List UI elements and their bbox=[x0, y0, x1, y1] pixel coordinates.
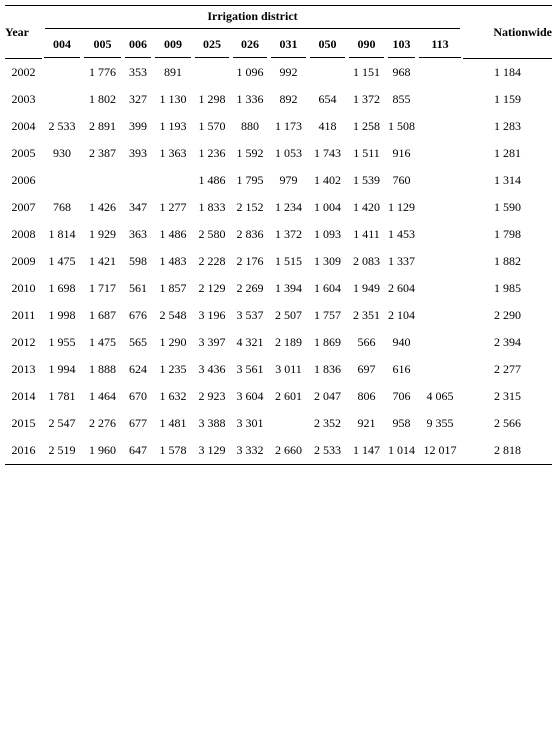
value-cell-004: 1 955 bbox=[48, 335, 76, 349]
value-cell-006: 565 bbox=[129, 335, 147, 349]
value-cell-090: 2 351 bbox=[353, 308, 380, 322]
value-cell-009: 1 481 bbox=[159, 416, 187, 430]
year-cell: 2015 bbox=[11, 416, 36, 430]
value-cell-004 bbox=[42, 59, 82, 86]
value-cell-031: 979 bbox=[279, 173, 298, 187]
nationwide-cell: 1 798 bbox=[494, 227, 521, 241]
value-cell-090: 1 411 bbox=[353, 227, 380, 241]
district-code: 025 bbox=[195, 33, 229, 58]
value-cell-090: 806 bbox=[357, 389, 376, 403]
nationwide-cell: 1 281 bbox=[494, 146, 521, 160]
value-cell-031: 1 394 bbox=[275, 281, 302, 295]
value-cell-113: 12 017 bbox=[417, 437, 463, 465]
table-row bbox=[5, 356, 552, 383]
value-cell-005: 1 960 bbox=[82, 437, 123, 465]
value-cell-005: 1 888 bbox=[89, 362, 116, 376]
value-cell-090: 2 083 bbox=[353, 254, 380, 268]
irrigation-data-table bbox=[5, 5, 552, 465]
value-cell-103: 1 014 bbox=[386, 437, 417, 465]
value-cell-103: 1 508 bbox=[388, 119, 415, 133]
value-cell-050: 1 743 bbox=[314, 146, 341, 160]
value-cell-006: 399 bbox=[129, 119, 147, 133]
value-cell-026: 3 332 bbox=[231, 437, 269, 465]
value-cell-026: 3 604 bbox=[236, 389, 264, 403]
year-cell: 2005 bbox=[11, 146, 36, 160]
nationwide-cell: 2 277 bbox=[494, 362, 521, 376]
value-cell-006: 363 bbox=[129, 227, 147, 241]
nationwide-cell: 1 882 bbox=[494, 254, 521, 268]
value-cell-006: 561 bbox=[129, 281, 147, 295]
value-cell-103: 2 604 bbox=[388, 281, 415, 295]
nationwide-cell: 2 566 bbox=[494, 416, 521, 430]
value-cell-025: 3 129 bbox=[193, 437, 231, 465]
value-cell-026: 1 336 bbox=[236, 92, 264, 106]
value-cell-005: 1 426 bbox=[89, 200, 116, 214]
district-code: 113 bbox=[419, 33, 461, 58]
value-cell-009: 891 bbox=[164, 65, 182, 79]
nationwide-cell: 2 315 bbox=[494, 389, 521, 403]
district-header-113 bbox=[417, 33, 463, 60]
value-cell-025: 3 196 bbox=[198, 308, 226, 322]
value-cell-025: 3 388 bbox=[198, 416, 226, 430]
table-row bbox=[5, 113, 552, 140]
value-cell-025: 2 923 bbox=[198, 389, 226, 403]
value-cell-004: 1 994 bbox=[48, 362, 76, 376]
year-cell: 2016 bbox=[5, 437, 42, 465]
value-cell-031: 1 053 bbox=[275, 146, 302, 160]
value-cell-113 bbox=[417, 275, 463, 302]
value-cell-113: 4 065 bbox=[426, 389, 454, 403]
nationwide-cell: 1 159 bbox=[494, 92, 521, 106]
value-cell-090: 1 147 bbox=[347, 437, 386, 465]
district-code: 031 bbox=[271, 33, 306, 58]
value-cell-006: 347 bbox=[129, 200, 147, 214]
nationwide-cell: 1 184 bbox=[494, 65, 521, 79]
year-cell: 2009 bbox=[11, 254, 36, 268]
value-cell-026: 3 537 bbox=[236, 308, 264, 322]
value-cell-004: 2 547 bbox=[48, 416, 76, 430]
value-cell-050: 1 402 bbox=[314, 173, 341, 187]
value-cell-004: 1 998 bbox=[48, 308, 76, 322]
value-cell-005: 1 802 bbox=[89, 92, 116, 106]
value-cell-113 bbox=[417, 302, 463, 329]
table-row bbox=[5, 248, 552, 275]
value-cell-005: 2 276 bbox=[89, 416, 116, 430]
value-cell-025: 2 580 bbox=[198, 227, 226, 241]
value-cell-050: 1 309 bbox=[314, 254, 341, 268]
value-cell-090: 1 949 bbox=[353, 281, 380, 295]
district-code: 026 bbox=[233, 33, 267, 58]
value-cell-006: 353 bbox=[129, 65, 147, 79]
value-cell-009: 1 277 bbox=[159, 200, 187, 214]
table-row bbox=[5, 437, 552, 465]
district-header-026 bbox=[231, 33, 269, 60]
district-header-031 bbox=[269, 33, 308, 60]
value-cell-103: 855 bbox=[392, 92, 411, 106]
value-cell-004: 768 bbox=[53, 200, 71, 214]
value-cell-113 bbox=[417, 113, 463, 140]
district-header-090 bbox=[347, 33, 386, 60]
value-cell-090: 1 151 bbox=[353, 65, 380, 79]
value-cell-004: 1 781 bbox=[48, 389, 76, 403]
value-cell-103: 616 bbox=[392, 362, 411, 376]
value-cell-050: 2 533 bbox=[308, 437, 347, 465]
table-row bbox=[5, 86, 552, 113]
year-cell: 2010 bbox=[11, 281, 36, 295]
value-cell-103: 1 129 bbox=[388, 200, 415, 214]
year-cell: 2013 bbox=[11, 362, 36, 376]
value-cell-009: 1 130 bbox=[159, 92, 187, 106]
value-cell-103: 760 bbox=[392, 173, 411, 187]
value-cell-113 bbox=[417, 248, 463, 275]
value-cell-090: 1 372 bbox=[353, 92, 380, 106]
year-cell: 2002 bbox=[11, 65, 36, 79]
value-cell-006: 676 bbox=[129, 308, 147, 322]
value-cell-031: 1 372 bbox=[275, 227, 302, 241]
value-cell-004: 2 519 bbox=[42, 437, 82, 465]
nationwide-cell: 1 590 bbox=[494, 200, 521, 214]
value-cell-026: 2 176 bbox=[236, 254, 264, 268]
value-cell-026: 3 301 bbox=[236, 416, 264, 430]
value-cell-009: 1 290 bbox=[159, 335, 187, 349]
value-cell-113 bbox=[417, 140, 463, 167]
value-cell-005: 1 929 bbox=[89, 227, 116, 241]
value-cell-005: 1 464 bbox=[89, 389, 116, 403]
value-cell-004: 1 814 bbox=[48, 227, 76, 241]
table-row bbox=[5, 383, 552, 410]
value-cell-103: 958 bbox=[392, 416, 411, 430]
district-code: 006 bbox=[125, 33, 151, 58]
district-header-103 bbox=[386, 33, 417, 60]
year-cell: 2008 bbox=[11, 227, 36, 241]
year-cell: 2012 bbox=[11, 335, 36, 349]
value-cell-113 bbox=[417, 329, 463, 356]
value-cell-025: 3 397 bbox=[198, 335, 226, 349]
irrigation-district-label: Irrigation district bbox=[45, 9, 460, 29]
value-cell-113 bbox=[417, 59, 463, 86]
value-cell-026: 1 096 bbox=[236, 65, 264, 79]
value-cell-050: 2 047 bbox=[314, 389, 341, 403]
value-cell-009 bbox=[153, 167, 193, 194]
value-cell-009: 1 857 bbox=[159, 281, 187, 295]
value-cell-006: 670 bbox=[129, 389, 147, 403]
value-cell-005: 2 891 bbox=[89, 119, 116, 133]
table-row bbox=[5, 329, 552, 356]
value-cell-005 bbox=[82, 167, 123, 194]
value-cell-005: 1 475 bbox=[89, 335, 116, 349]
nationwide-cell: 2 818 bbox=[463, 437, 552, 465]
district-code: 009 bbox=[155, 33, 191, 58]
year-cell: 2004 bbox=[11, 119, 36, 133]
value-cell-026: 1 795 bbox=[236, 173, 264, 187]
nationwide-cell: 1 985 bbox=[494, 281, 521, 295]
value-cell-026: 4 321 bbox=[236, 335, 264, 349]
value-cell-009: 1 486 bbox=[159, 227, 187, 241]
value-cell-103: 1 453 bbox=[388, 227, 415, 241]
value-cell-026: 880 bbox=[241, 119, 259, 133]
value-cell-031: 992 bbox=[279, 65, 298, 79]
table-row bbox=[5, 410, 552, 437]
district-header-025 bbox=[193, 33, 231, 60]
table-row bbox=[5, 59, 552, 86]
value-cell-031: 892 bbox=[279, 92, 298, 106]
value-cell-025: 1 236 bbox=[198, 146, 226, 160]
value-cell-006: 677 bbox=[129, 416, 147, 430]
nationwide-cell: 1 283 bbox=[494, 119, 521, 133]
district-code: 103 bbox=[388, 33, 415, 58]
value-cell-113 bbox=[417, 221, 463, 248]
value-cell-050 bbox=[308, 59, 347, 86]
value-cell-004: 1 698 bbox=[48, 281, 76, 295]
value-cell-009: 1 363 bbox=[159, 146, 187, 160]
district-code: 004 bbox=[44, 33, 80, 58]
value-cell-006: 393 bbox=[129, 146, 147, 160]
value-cell-050: 2 352 bbox=[314, 416, 341, 430]
value-cell-050: 654 bbox=[318, 92, 337, 106]
value-cell-026: 3 561 bbox=[236, 362, 264, 376]
table-row bbox=[5, 275, 552, 302]
value-cell-113 bbox=[417, 86, 463, 113]
table-row bbox=[5, 167, 552, 194]
value-cell-025: 2 228 bbox=[198, 254, 226, 268]
value-cell-006: 327 bbox=[129, 92, 147, 106]
value-cell-050: 1 836 bbox=[314, 362, 341, 376]
nationwide-cell: 2 290 bbox=[494, 308, 521, 322]
table-body bbox=[5, 59, 552, 465]
value-cell-113 bbox=[417, 194, 463, 221]
value-cell-031: 1 234 bbox=[275, 200, 302, 214]
value-cell-026: 2 269 bbox=[236, 281, 264, 295]
value-cell-005: 1 421 bbox=[89, 254, 116, 268]
table-row bbox=[5, 221, 552, 248]
value-cell-009: 1 578 bbox=[153, 437, 193, 465]
value-cell-103: 968 bbox=[392, 65, 411, 79]
value-cell-090: 1 539 bbox=[353, 173, 380, 187]
value-cell-090: 1 420 bbox=[353, 200, 380, 214]
table-header bbox=[5, 5, 552, 59]
value-cell-026: 1 592 bbox=[236, 146, 264, 160]
value-cell-031: 2 507 bbox=[275, 308, 302, 322]
district-header-009 bbox=[153, 33, 193, 60]
year-cell: 2014 bbox=[11, 389, 36, 403]
value-cell-009: 1 483 bbox=[159, 254, 187, 268]
value-cell-050: 1 757 bbox=[314, 308, 341, 322]
value-cell-006 bbox=[123, 167, 153, 194]
value-cell-006: 647 bbox=[123, 437, 153, 465]
value-cell-050: 1 093 bbox=[314, 227, 341, 241]
value-cell-025: 1 833 bbox=[198, 200, 226, 214]
district-header-006 bbox=[123, 33, 153, 60]
nationwide-column-header: Nationwide bbox=[463, 5, 552, 59]
value-cell-006: 624 bbox=[129, 362, 147, 376]
value-cell-004 bbox=[42, 167, 82, 194]
value-cell-004: 930 bbox=[53, 146, 71, 160]
value-cell-113 bbox=[417, 167, 463, 194]
value-cell-103: 706 bbox=[392, 389, 411, 403]
value-cell-103: 2 104 bbox=[388, 308, 415, 322]
table-row bbox=[5, 140, 552, 167]
value-cell-031: 2 189 bbox=[275, 335, 302, 349]
district-header-050 bbox=[308, 33, 347, 60]
value-cell-103: 916 bbox=[392, 146, 411, 160]
value-cell-025 bbox=[193, 59, 231, 86]
year-column-header: Year bbox=[5, 5, 42, 59]
nationwide-cell: 1 314 bbox=[494, 173, 521, 187]
value-cell-103: 1 337 bbox=[388, 254, 415, 268]
value-cell-009: 1 193 bbox=[159, 119, 187, 133]
value-cell-005: 2 387 bbox=[89, 146, 116, 160]
district-code: 090 bbox=[349, 33, 384, 58]
header-row-group bbox=[5, 5, 552, 33]
year-cell: 2003 bbox=[11, 92, 36, 106]
value-cell-009: 1 632 bbox=[159, 389, 187, 403]
value-cell-090: 566 bbox=[357, 335, 376, 349]
value-cell-026: 2 152 bbox=[236, 200, 264, 214]
district-code: 005 bbox=[84, 33, 121, 58]
value-cell-025: 1 570 bbox=[198, 119, 226, 133]
year-cell: 2007 bbox=[11, 200, 36, 214]
year-cell: 2011 bbox=[11, 308, 36, 322]
value-cell-090: 1 258 bbox=[353, 119, 380, 133]
value-cell-090: 1 511 bbox=[353, 146, 380, 160]
value-cell-090: 697 bbox=[357, 362, 376, 376]
value-cell-031: 2 601 bbox=[275, 389, 302, 403]
value-cell-050: 418 bbox=[318, 119, 337, 133]
value-cell-026: 2 836 bbox=[236, 227, 264, 241]
nationwide-cell: 2 394 bbox=[494, 335, 521, 349]
table-row bbox=[5, 194, 552, 221]
value-cell-031 bbox=[269, 410, 308, 437]
value-cell-031: 1 515 bbox=[275, 254, 302, 268]
district-header-005 bbox=[82, 33, 123, 60]
value-cell-113 bbox=[417, 356, 463, 383]
value-cell-025: 3 436 bbox=[198, 362, 226, 376]
value-cell-031: 1 173 bbox=[275, 119, 302, 133]
value-cell-031: 3 011 bbox=[275, 362, 302, 376]
irrigation-district-group-header bbox=[42, 5, 463, 33]
value-cell-025: 1 298 bbox=[198, 92, 226, 106]
value-cell-031: 2 660 bbox=[269, 437, 308, 465]
value-cell-090: 921 bbox=[357, 416, 376, 430]
value-cell-006: 598 bbox=[129, 254, 147, 268]
value-cell-004: 1 475 bbox=[48, 254, 76, 268]
value-cell-005: 1 717 bbox=[89, 281, 116, 295]
value-cell-004 bbox=[42, 86, 82, 113]
value-cell-025: 1 486 bbox=[198, 173, 226, 187]
value-cell-050: 1 604 bbox=[314, 281, 341, 295]
value-cell-009: 1 235 bbox=[159, 362, 187, 376]
value-cell-005: 1 687 bbox=[89, 308, 116, 322]
year-cell: 2006 bbox=[11, 173, 36, 187]
value-cell-004: 2 533 bbox=[48, 119, 76, 133]
table-row bbox=[5, 302, 552, 329]
value-cell-050: 1 869 bbox=[314, 335, 341, 349]
value-cell-005: 1 776 bbox=[89, 65, 116, 79]
district-code: 050 bbox=[310, 33, 345, 58]
value-cell-025: 2 129 bbox=[198, 281, 226, 295]
district-header-004 bbox=[42, 33, 82, 60]
value-cell-050: 1 004 bbox=[314, 200, 341, 214]
value-cell-009: 2 548 bbox=[159, 308, 187, 322]
value-cell-113: 9 355 bbox=[426, 416, 454, 430]
value-cell-103: 940 bbox=[392, 335, 411, 349]
